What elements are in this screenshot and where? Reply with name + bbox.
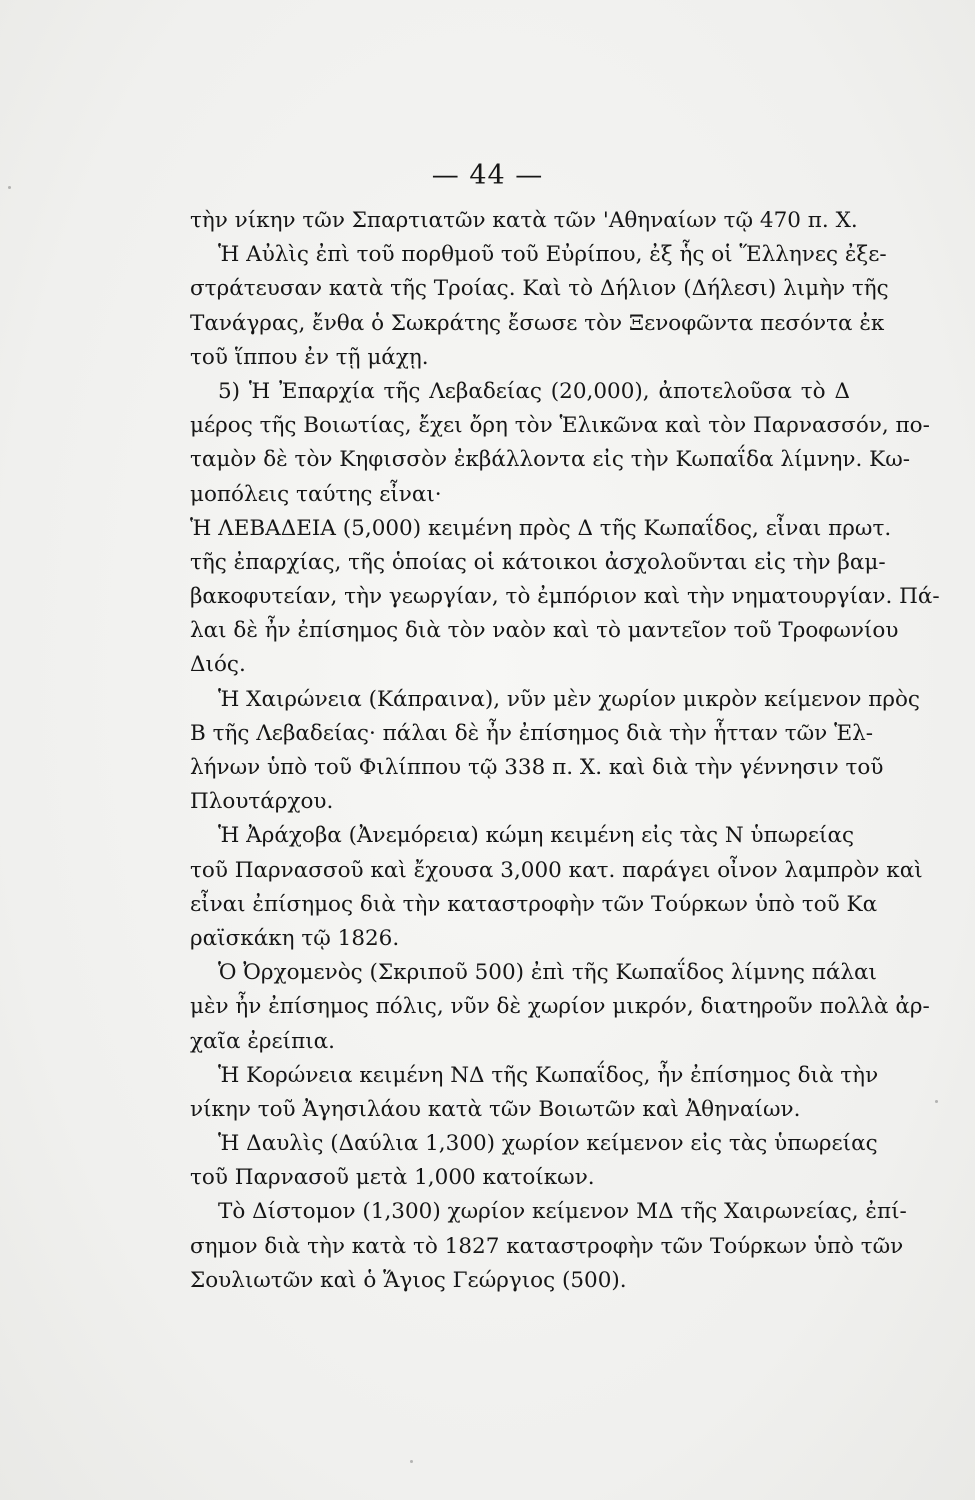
text-line: νίκην τοῦ Ἀγησιλάου κατὰ τῶν Βοιωτῶν καὶ Ἀθηναίων. <box>190 1096 801 1122</box>
text-line: Διός. <box>190 652 246 678</box>
text-line: τὴν νίκην τῶν Σπαρτιατῶν κατὰ τῶν 'Αθηναίων τῷ 470 π. Χ. <box>190 208 858 233</box>
text-line: τοῦ Παρνασσοῦ καὶ ἔχουσα 3,000 κατ. παράγει οἶνον λαμπρὸν καὶ <box>190 857 923 883</box>
text-line: τοῦ Παρνασοῦ μετὰ 1,000 κατοίκων. <box>190 1165 595 1191</box>
text-line: λήνων ὑπὸ τοῦ Φιλίππου τῷ 338 π. Χ. καὶ διὰ τὴν γέννησιν τοῦ <box>190 755 884 780</box>
text-line: τῆς ἐπαρχίας, τῆς ὁποίας οἱ κάτοικοι ἀσχολοῦνται εἰς τὴν βαμ- <box>190 549 886 575</box>
text-line: Ἡ Δαυλὶς (Δαύλια 1,300) χωρίον κείμενον εἰς τὰς ὑπωρείας <box>218 1131 878 1157</box>
text-line: μοπόλεις ταύτης εἶναι· <box>190 481 442 507</box>
text-line: Ὁ Ὀρχομενὸς (Σκριποῦ 500) ἐπὶ τῆς Κωπαΐδος λίμνης πάλαι <box>218 960 877 986</box>
text-line: βακοφυτείαν, τὴν γεωργίαν, τὸ ἐμπόριον καὶ τὴν νηματουργίαν. Πά- <box>190 584 940 610</box>
body-text <box>190 204 940 1298</box>
text-line: Τανάγρας, ἔνθα ὁ Σωκράτης ἔσωσε τὸν Ξενοφῶντα πεσόντα ἐκ <box>190 310 885 336</box>
text-line: στράτευσαν κατὰ τῆς Τροίας. Καὶ τὸ Δήλιον (Δήλεσι) λιμὴν τῆς <box>190 276 889 302</box>
text-line: σημον διὰ τὴν κατὰ τὸ 1827 καταστροφὴν τῶν Τούρκων ὑπὸ τῶν <box>190 1233 904 1259</box>
text-line: Πλουτάρχου. <box>190 789 334 815</box>
text-line: Β τῆς Λεβαδείας· πάλαι δὲ ἦν ἐπίσημος διὰ τὴν ἧτταν τῶν Ἑλ- <box>190 720 874 746</box>
text-line: Ἡ Χαιρώνεια (Κάπραινα), νῦν μὲν χωρίον μικρὸν κείμενον πρὸς <box>218 686 920 712</box>
page-number: — 44 — <box>431 160 544 191</box>
text-line: λαι δὲ ἦν ἐπίσημος διὰ τὸν ναὸν καὶ τὸ μαντεῖον τοῦ Τροφωνίου <box>190 618 899 644</box>
text-line: Ἡ Ἀράχοβα (Ἀνεμόρεια) κώμη κειμένη εἰς τὰς Ν ὑπωρείας <box>218 823 855 849</box>
text-line: Σουλιωτῶν καὶ ὁ Ἅγιος Γεώργιος (500). <box>190 1267 627 1293</box>
text-line: Ἡ Αὐλὶς ἐπὶ τοῦ πορθμοῦ τοῦ Εὐρίπου, ἐξ ἧς οἱ Ἕλληνες ἐξε- <box>218 242 887 268</box>
text-line: μέρος τῆς Βοιωτίας, ἔχει ὄρη τὸν Ἑλικῶνα καὶ τὸν Παρνασσόν, πο- <box>190 413 930 439</box>
text-line: τοῦ ἵππου ἐν τῇ μάχῃ. <box>190 344 429 370</box>
text-line: Ἡ Κορώνεια κειμένη ΝΔ τῆς Κωπαΐδος, ἦν ἐπίσημος διὰ τὴν <box>218 1062 879 1088</box>
text-line: εἶναι ἐπίσημος διὰ τὴν καταστροφὴν τῶν Τούρκων ὑπὸ τοῦ Κα <box>190 891 878 917</box>
text-line: μὲν ἦν ἐπίσημος πόλις, νῦν δὲ χωρίον μικρόν, διατηροῦν πολλὰ ἀρ- <box>190 994 930 1020</box>
text-line: ραϊσκάκη τῷ 1826. <box>190 925 400 951</box>
text-line: Ἡ ΛΕΒΑΔΕΙΑ (5,000) κειμένη πρὸς Δ τῆς Κωπαΐδος, εἶναι πρωτ. <box>190 515 892 541</box>
speck <box>410 1460 413 1463</box>
text-line: 5) Ἡ Ἐπαρχία τῆς Λεβαδείας (20,000), ἀποτελοῦσα τὸ Δ <box>218 378 850 404</box>
text-line: Τὸ Δίστομον (1,300) χωρίον κείμενον ΜΔ τῆς Χαιρωνείας, ἐπί- <box>218 1199 907 1225</box>
speck <box>8 186 11 189</box>
text-line: ταμὸν δὲ τὸν Κηφισσὸν ἐκβάλλοντα εἰς τὴν Κωπαΐδα λίμνην. Κω- <box>190 447 911 473</box>
text-line: χαῖα ἐρείπια. <box>190 1028 335 1054</box>
speck <box>935 1100 938 1103</box>
